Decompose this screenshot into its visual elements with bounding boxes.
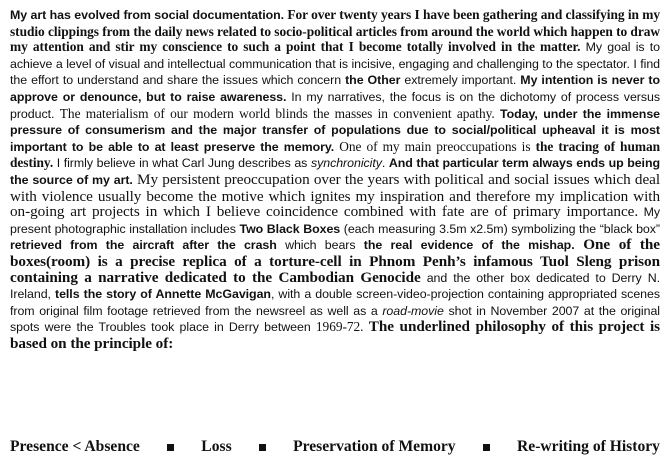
- text-segment: For over twenty years I have been gathering and classifying in my studio clippings from the daily news related to socio-political articles from around the world which happen to draw my attention and stir my conscience to such a point that I become totally involved in the matter.: [10, 7, 660, 55]
- text-segment: The materialism of our modern world blinds the masses in convenient apathy.: [59, 105, 500, 121]
- principle-rewriting-of-history: Re-writing of History: [517, 438, 660, 455]
- text-segment: , with a double screen-video-projection containing appropriated scenes from original film footage retrieved from the newsreel as well as a: [10, 287, 660, 318]
- text-segment: And that particular term always ends up being the source of my art.: [10, 156, 660, 187]
- text-segment: 1969-72.: [315, 319, 364, 335]
- text-segment: My persistent preoccupation over the years with political and social issues which deal with violence usually become the motive which ignites my inspiration and therefore my implication with on-going art projects in which I believe coincidence combined with fate are of primary importance.: [10, 170, 660, 221]
- principle-line: [10, 438, 660, 456]
- text-segment: .: [381, 156, 389, 171]
- text-segment: One of the boxes(room) is a precise replica of a torture-cell in Phnom Penh’s infamous Tuol Sleng prison containing a narrative dedicated to the Cambodian Genocide: [10, 236, 660, 286]
- text-segment: (each measuring 3.5m x2.5m) symbolizing the “black box”: [340, 221, 660, 236]
- principle-preservation-of-memory: Preservation of Memory: [293, 438, 456, 455]
- text-segment: In my narratives, the focus is on the dichotomy of process versus product.: [10, 89, 660, 121]
- text-segment: My art has evolved from social documentation.: [10, 8, 285, 22]
- text-segment: the tracing of human destiny.: [10, 138, 660, 171]
- text-segment: the Other: [345, 73, 401, 88]
- square-bullet-icon: [259, 444, 266, 451]
- text-segment: extremely important.: [400, 73, 521, 88]
- principle-presence-absence: Presence < Absence: [10, 438, 140, 455]
- text-segment: One of my main preoccupations is: [334, 138, 536, 154]
- statement-text: [10, 7, 660, 351]
- text-segment: My present photographic installation includes: [10, 205, 660, 236]
- principle-loss: Loss: [201, 438, 232, 455]
- text-segment: Today, under the immense pressure of consumerism and the major transfer of populations due to social/political upheaval it is most important to be able to at least preserve the memory.: [10, 106, 661, 154]
- square-bullet-icon: [483, 444, 490, 451]
- text-segment: the real evidence of the mishap.: [363, 238, 575, 253]
- text-segment: My goal is to achieve a level of visual and intellectual communication that is incisive, engaging and challenging to the spectator. I find the effort to understand and share the issues which concern: [10, 40, 660, 88]
- text-segment: shot in November 2007 at the original spots were the Troubles took place in Derry between: [10, 303, 660, 335]
- text-segment: The underlined philosophy of this project is based on the principle of:: [10, 318, 661, 352]
- square-bullet-icon: [167, 444, 174, 451]
- text-segment: Two Black Boxes: [239, 221, 341, 236]
- text-segment: My intention is never to approve or denounce, but to raise awareness.: [10, 73, 661, 104]
- text-segment: tells the story of Annette McGavigan: [55, 287, 271, 302]
- text-segment: and the other box dedicated to Derry N. Ireland,: [10, 270, 660, 302]
- text-segment: synchronicity: [310, 156, 382, 171]
- text-segment: I firmly believe in what Carl Jung describes as: [53, 156, 311, 171]
- text-segment: road-movie: [382, 303, 444, 318]
- text-segment: which bears: [276, 238, 364, 253]
- text-segment: retrieved from the aircraft after the crash: [10, 238, 277, 253]
